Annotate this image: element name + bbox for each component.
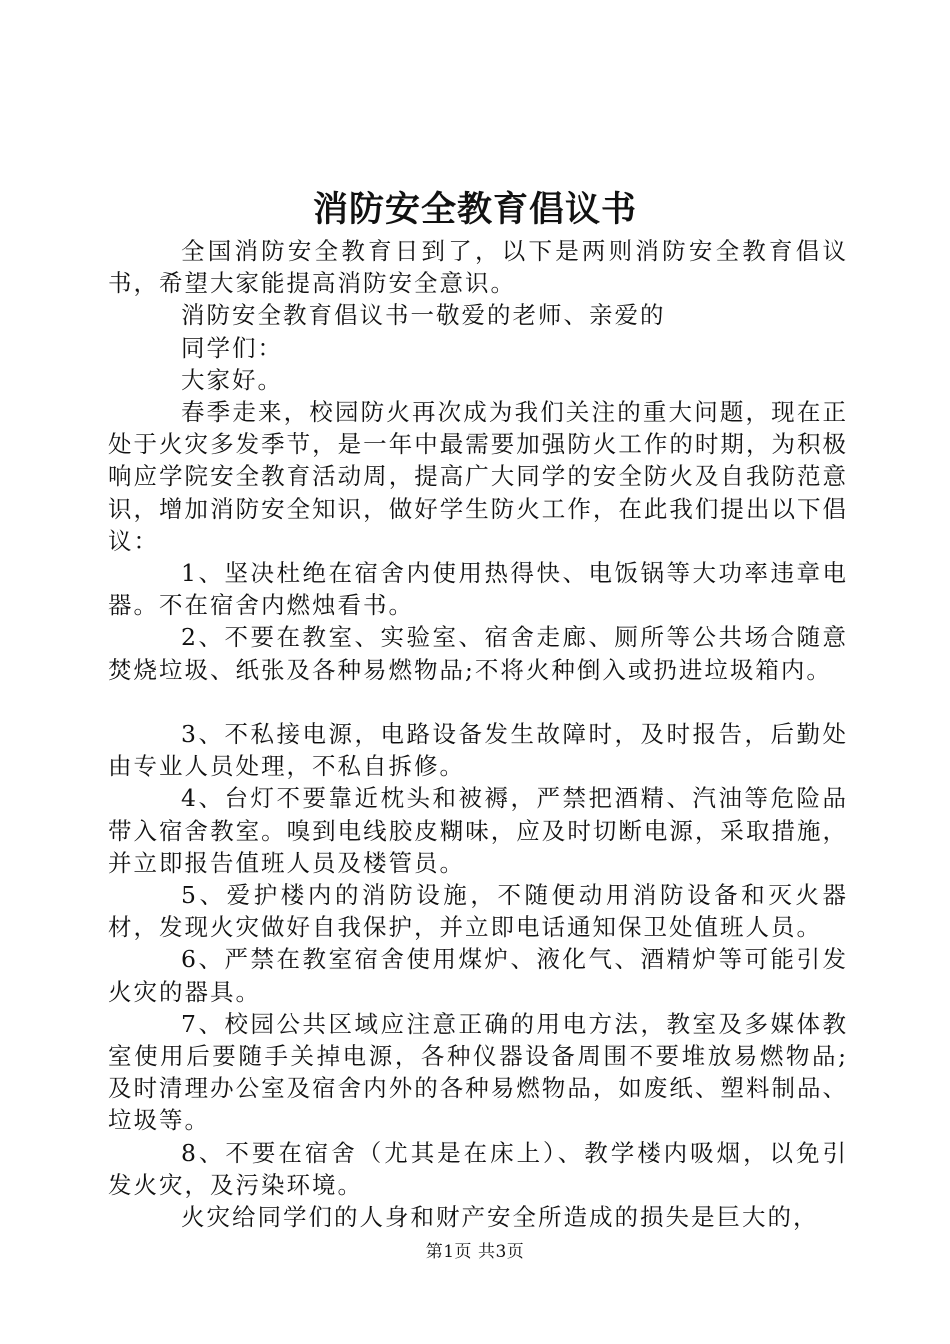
intro-paragraph: 全国消防安全教育日到了，以下是两则消防安全教育倡议书，希望大家能提高消防安全意识。 — [108, 237, 848, 298]
proposal-item-5: 5、爱护楼内的消防设施，不随便动用消防设备和灭火器材，发现火灾做好自我保护，并立即电话通知保卫处值班人员。 — [108, 881, 848, 942]
page-footer: 第1页 共3页 — [425, 1242, 525, 1262]
proposal-item-6: 6、严禁在教室宿舍使用煤炉、液化气、酒精炉等可能引发火灾的器具。 — [108, 945, 848, 1006]
proposal-item-3: 3、不私接电源，电路设备发生故障时，及时报告，后勤处由专业人员处理，不私自拆修。 — [108, 720, 848, 781]
proposal-heading: 消防安全教育倡议书一敬爱的老师、亲爱的 — [181, 301, 666, 330]
closing-paragraph: 火灾给同学们的人身和财产安全所造成的损失是巨大的， — [181, 1203, 819, 1232]
proposal-item-4: 4、台灯不要靠近枕头和被褥，严禁把酒精、汽油等危险品带入宿舍教室。嗅到电线胶皮糊味，应及时切断电源，采取措施，并立即报告值班人员及楼管员。 — [108, 784, 848, 877]
greeting: 大家好。 — [181, 365, 283, 394]
context-paragraph: 春季走来，校园防火再次成为我们关注的重大问题，现在正处于火灾多发季节，是一年中最需要加强防火工作的时期，为积极响应学院安全教育活动周，提高广大同学的安全防火及自我防范意识，增加消防安全知识，做好学生防火工作，在此我们提出以下倡议： — [108, 398, 848, 555]
document-body — [108, 235, 848, 1233]
page-title: 消防安全教育倡议书 — [312, 189, 637, 230]
proposal-item-7: 7、校园公共区域应注意正确的用电方法，教室及多媒体教室使用后要随手关掉电源，各种仪器设备周围不要堆放易燃物品;及时清理办公室及宿舍内外的各种易燃物品，如废纸、塑料制品、垃圾等。 — [108, 1009, 848, 1135]
proposal-item-1: 1、坚决杜绝在宿舍内使用热得快、电饭锅等大功率违章电器。不在宿舍内燃烛看书。 — [108, 559, 848, 620]
salutation: 同学们： — [181, 333, 283, 362]
proposal-item-8: 8、不要在宿舍（尤其是在床上）、教学楼内吸烟，以免引发火灾，及污染环境。 — [108, 1138, 848, 1199]
proposal-item-2: 2、不要在教室、实验室、宿舍走廊、厕所等公共场合随意焚烧垃圾、纸张及各种易燃物品;不将火种倒入或扔进垃圾箱内。 — [108, 623, 848, 684]
